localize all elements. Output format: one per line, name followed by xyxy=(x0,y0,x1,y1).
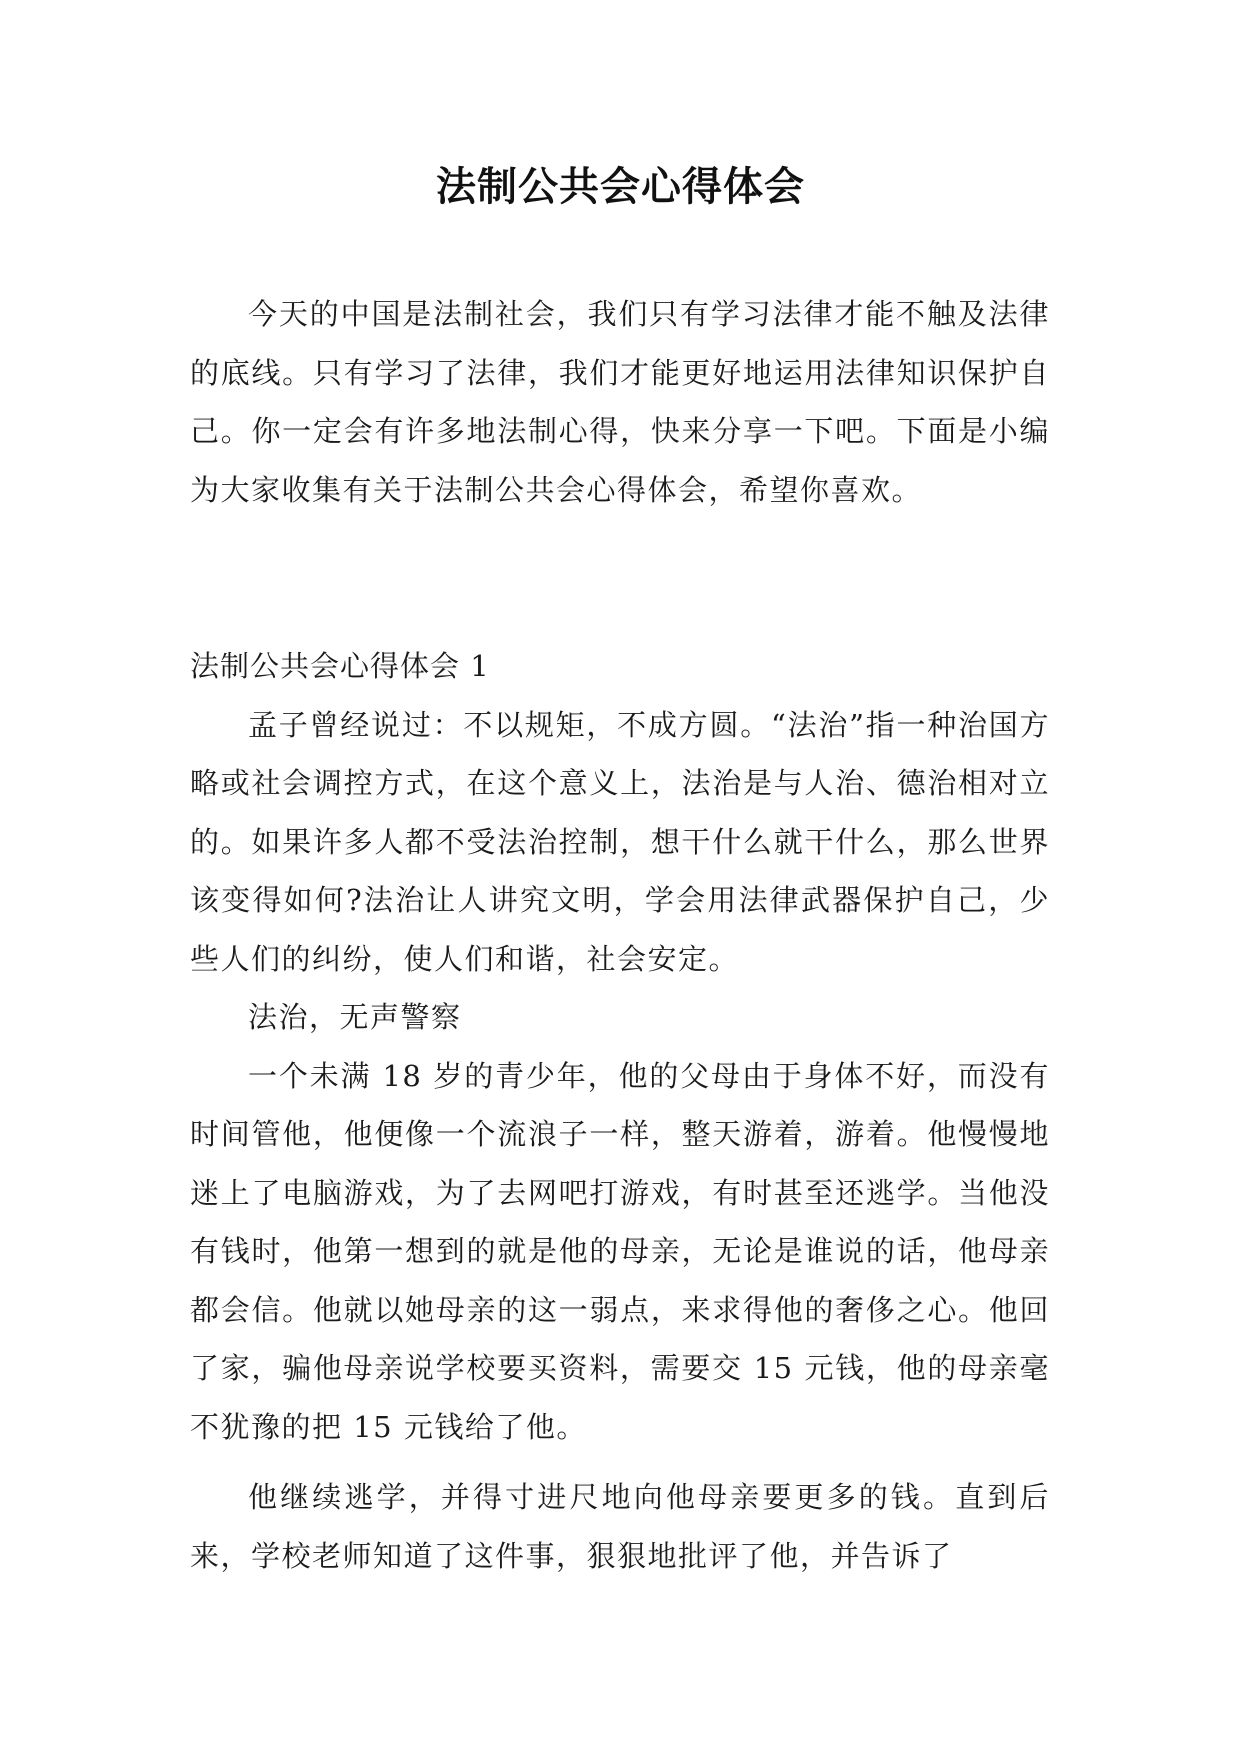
paragraph-4: 他继续逃学，并得寸进尺地向他母亲要更多的钱。直到后来，学校老师知道了这件事，狠狠地批评了他，并告诉了 xyxy=(190,1480,1050,1573)
paragraph-3: 一个未满 18 岁的青少年，他的父母由于身体不好，而没有时间管他，他便像一个流浪子一样，整天游着，游着。他慢慢地迷上了电脑游戏，为了去网吧打游戏，有时甚至还逃学。当他没有钱时，他第一想到的就是他的母亲，无论是谁说的话，他母亲都会信。他就以她母亲的这一弱点，来求得他的奢侈之心。他回了家，骗他母亲说学校要买资料，需要交 15 元钱，他的母亲毫不犹豫的把 15 元钱给了他。 xyxy=(190,1058,1050,1444)
document-title: 法制公共会心得体会 xyxy=(436,164,805,210)
paragraph-2: 法治，无声警察 xyxy=(248,1000,462,1034)
intro-paragraph: 今天的中国是法制社会，我们只有学习法律才能不触及法律的底线。只有学习了法律，我们才能更好地运用法律知识保护自己。你一定会有许多地法制心得，快来分享一下吧。下面是小编为大家收集有关于法制公共会心得体会，希望你喜欢。 xyxy=(190,297,1050,507)
section-heading: 法制公共会心得体会 1 xyxy=(190,649,490,683)
section-1 xyxy=(190,637,1050,1585)
intro-block xyxy=(190,285,1050,519)
spacer xyxy=(190,1456,1050,1468)
paragraph-1: 孟子曾经说过：不以规矩，不成方圆。“法治”指一种治国方略或社会调控方式，在这个意义上，法治是与人治、德治相对立的。如果许多人都不受法治控制，想干什么就干什么，那么世界该变得如何?法治让人讲究文明，学会用法律武器保护自己，少些人们的纠纷，使人们和谐，社会安定。 xyxy=(190,707,1050,976)
